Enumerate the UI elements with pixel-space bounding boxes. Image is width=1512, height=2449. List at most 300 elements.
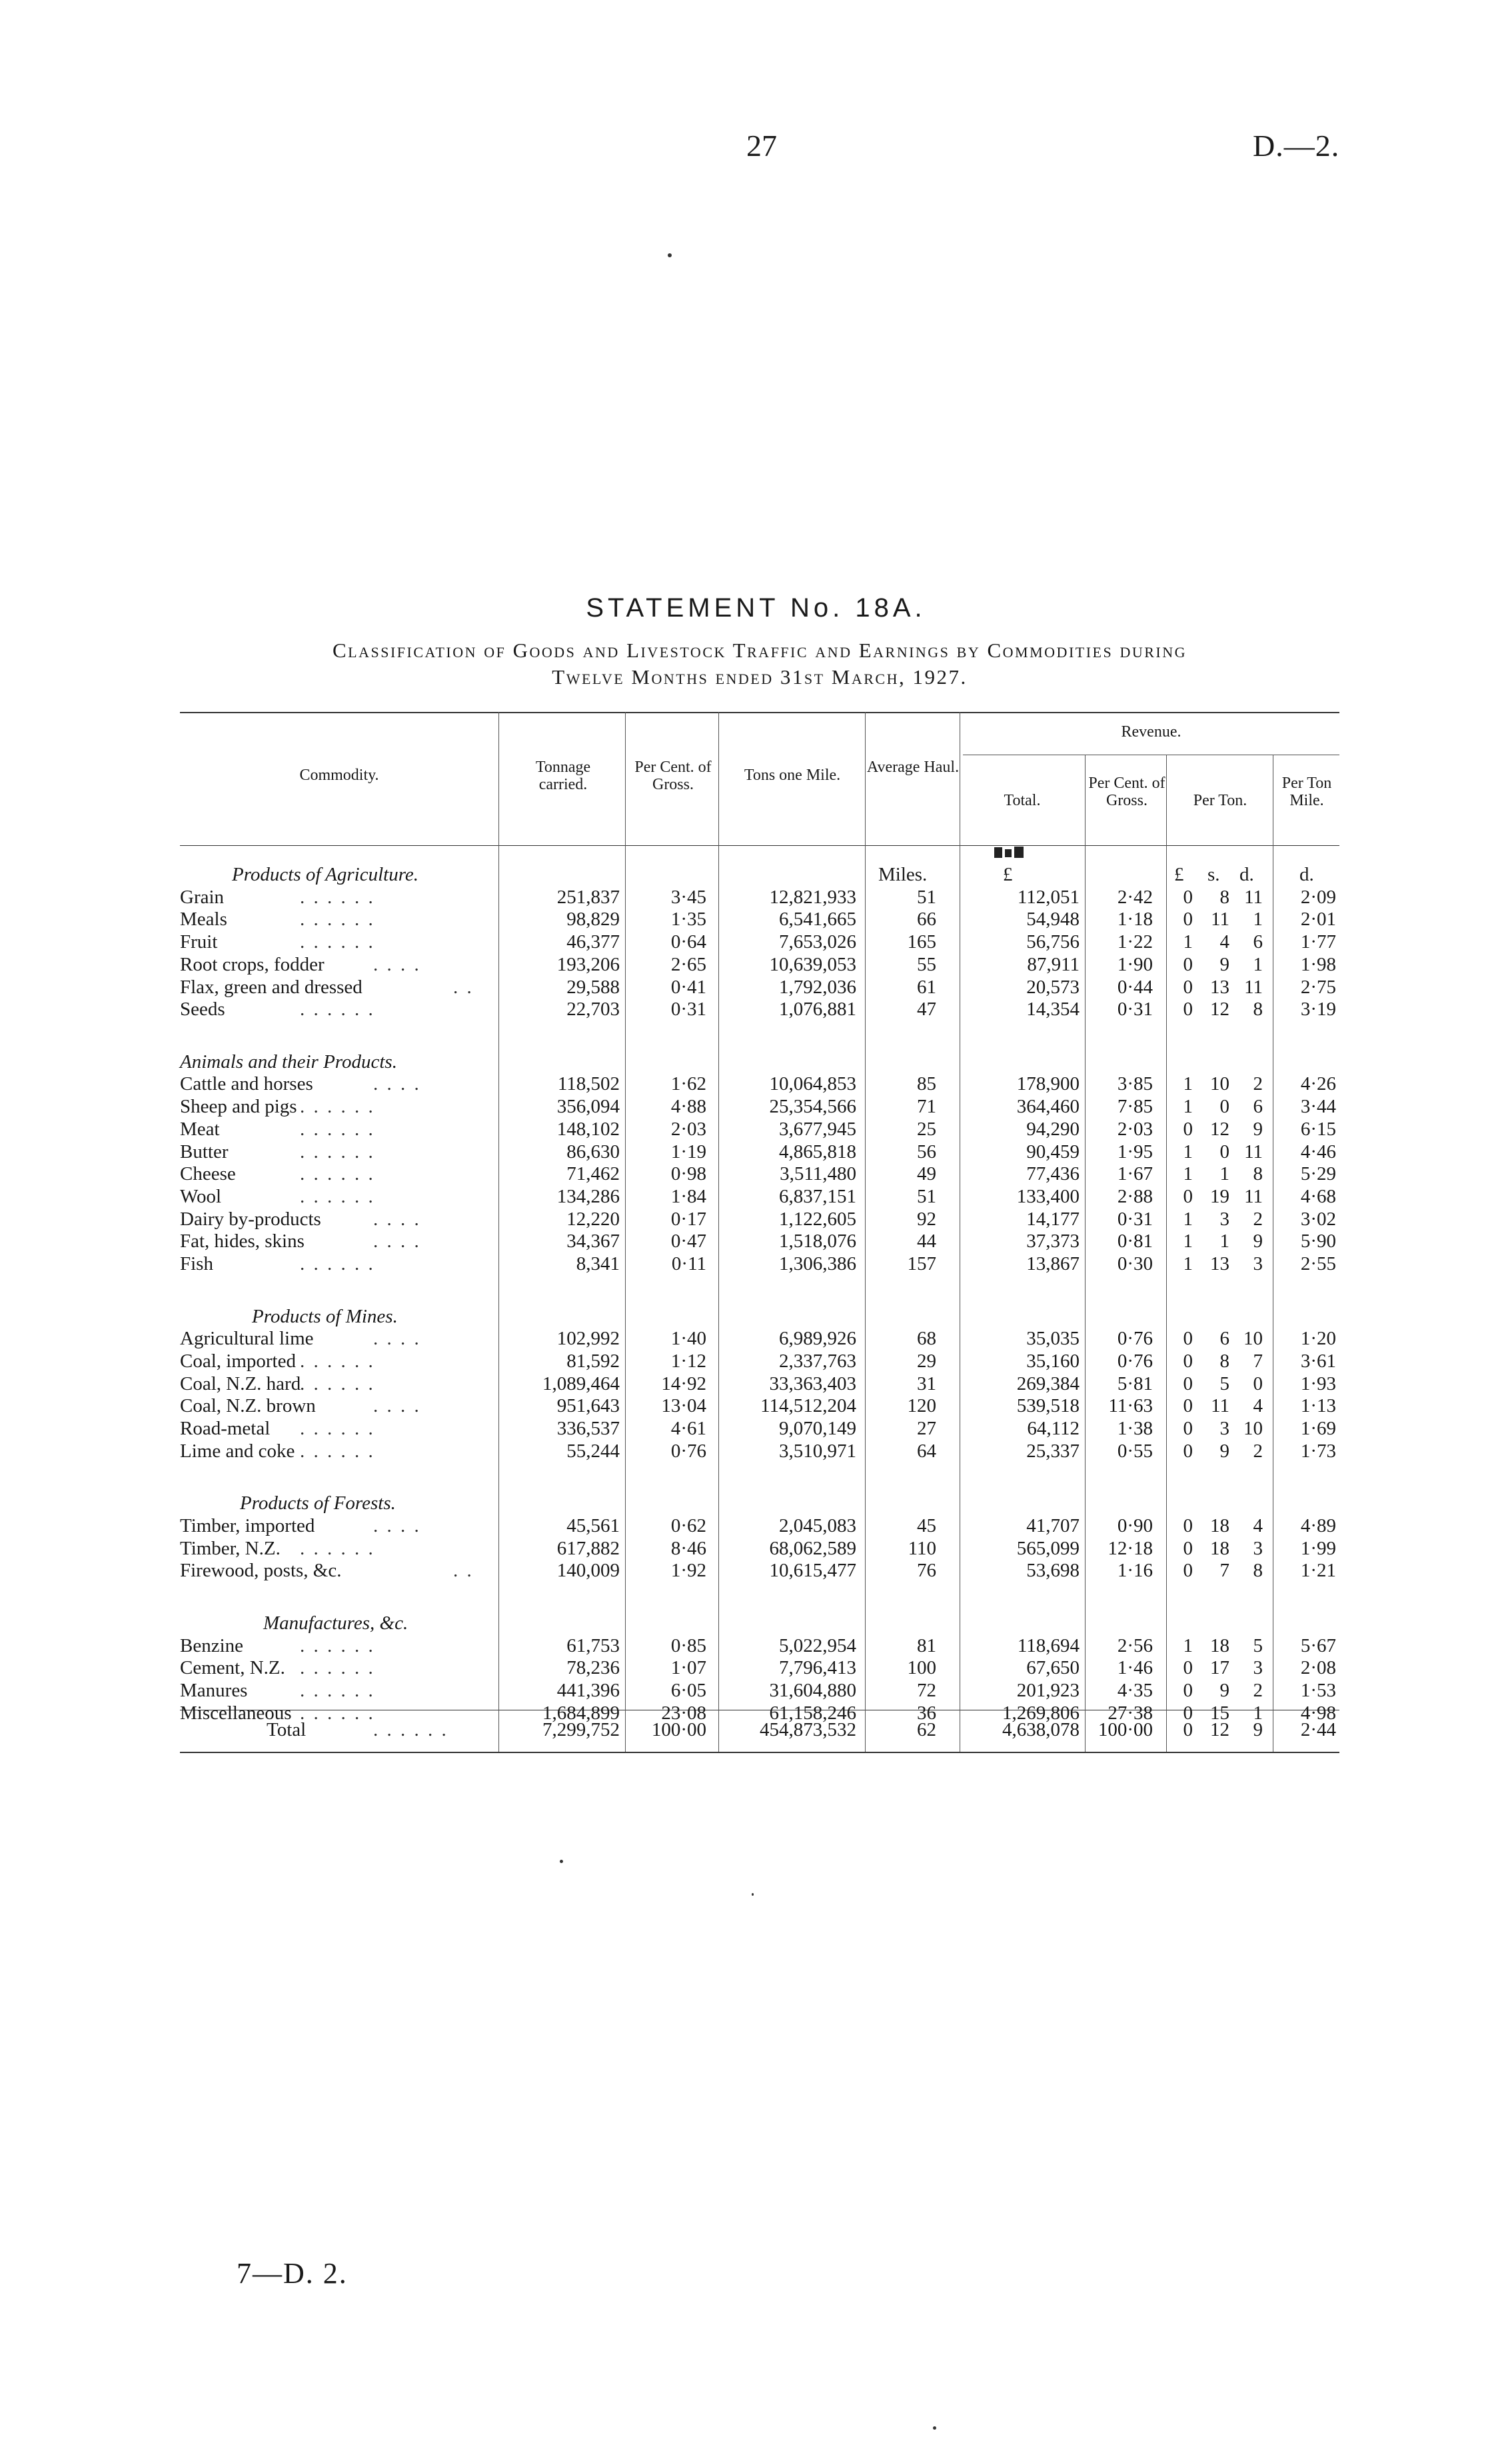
table-row [0, 1680, 1512, 1702]
cell-pounds: 0 [1183, 1350, 1193, 1372]
cell-revenue-total: 112,051 [1017, 886, 1080, 908]
cell-tons-one-mile: 25,354,566 [769, 1096, 856, 1118]
table-row [0, 931, 1512, 953]
cell-commodity: Butter [180, 1141, 229, 1163]
cell-commodity: Road-metal [180, 1418, 271, 1440]
cell-per-ton-mile: 2·08 [1300, 1657, 1336, 1679]
cell-revenue-total: 56,756 [1026, 931, 1080, 953]
cell-tons-one-mile: 2,337,763 [779, 1350, 856, 1372]
cell-revenue-percent: 0·31 [1117, 1208, 1153, 1230]
cell-shillings: 18 [1210, 1634, 1229, 1656]
cell-revenue-percent: 0·30 [1117, 1253, 1153, 1275]
cell-commodity: Agricultural lime [180, 1328, 314, 1350]
cell-per-ton-mile: 4·26 [1300, 1073, 1336, 1095]
total-cell-pence: 9 [1253, 1719, 1263, 1740]
cell-revenue-percent: 1·22 [1117, 931, 1153, 953]
cell-pounds: 0 [1183, 1395, 1193, 1417]
table-row [0, 1186, 1512, 1208]
cell-percent-gross: 0·76 [670, 1440, 706, 1462]
cell-average-haul: 71 [917, 1096, 936, 1118]
cell-revenue-percent: 0·81 [1117, 1230, 1153, 1252]
cell-pounds: 0 [1183, 1185, 1193, 1207]
cell-per-ton-mile: 4·98 [1300, 1702, 1336, 1724]
header-tons-one-mile: Tons one Mile. [744, 767, 841, 784]
cell-tonnage: 134,286 [556, 1185, 620, 1207]
cell-per-ton-mile: 1·21 [1300, 1560, 1336, 1582]
cell-revenue-total: 87,911 [1027, 953, 1080, 975]
leader-dots: . . . . . . [300, 1657, 375, 1679]
cell-tons-one-mile: 3,677,945 [779, 1118, 856, 1140]
cell-commodity: Lime and coke [180, 1440, 295, 1462]
footer-code: 7—D. 2. [237, 2257, 348, 2290]
cell-per-ton-mile: 1·53 [1300, 1679, 1336, 1701]
cell-commodity: Dairy by-products [180, 1208, 321, 1230]
cell-per-ton-mile: 3·19 [1300, 999, 1336, 1021]
cell-revenue-percent: 2·42 [1117, 886, 1153, 908]
cell-tons-one-mile: 3,510,971 [779, 1440, 856, 1462]
cell-pence: 4 [1253, 1395, 1263, 1417]
cell-pounds: 1 [1183, 931, 1193, 953]
scan-speck [668, 253, 672, 257]
cell-average-haul: 76 [917, 1560, 936, 1582]
leader-dots: . . . . . . [300, 1253, 375, 1275]
cell-per-ton-mile: 2·75 [1300, 976, 1336, 998]
cell-revenue-percent: 27·38 [1108, 1702, 1153, 1724]
cell-percent-gross: 0·64 [670, 931, 706, 953]
cell-average-haul: 27 [917, 1418, 936, 1440]
table-row [0, 1163, 1512, 1185]
cell-pence: 8 [1253, 999, 1263, 1021]
cell-pounds: 0 [1183, 999, 1193, 1021]
table-row [0, 1515, 1512, 1537]
cell-pence: 3 [1253, 1657, 1263, 1679]
table-row [0, 954, 1512, 976]
cell-commodity: Grain [180, 886, 225, 908]
cell-percent-gross: 0·47 [670, 1230, 706, 1252]
cell-revenue-percent: 11·63 [1108, 1395, 1153, 1417]
cell-commodity: Coal, N.Z. hard [180, 1372, 301, 1394]
cell-tons-one-mile: 1,306,386 [779, 1253, 856, 1275]
cell-pence: 1 [1253, 1702, 1263, 1724]
cell-revenue-percent: 1·16 [1117, 1560, 1153, 1582]
cell-average-haul: 44 [917, 1230, 936, 1252]
cell-shillings: 9 [1219, 953, 1229, 975]
cell-commodity: Cattle and horses [180, 1073, 313, 1095]
table-row [0, 1096, 1512, 1118]
cell-revenue-percent: 5·81 [1117, 1372, 1153, 1394]
cell-revenue-total: 118,694 [1017, 1634, 1080, 1656]
cell-pence: 2 [1253, 1440, 1263, 1462]
cell-per-ton-mile: 1·99 [1300, 1537, 1336, 1559]
cell-per-ton-mile: 1·13 [1300, 1395, 1336, 1417]
leader-dots: . . . . [373, 1073, 421, 1095]
cell-tons-one-mile: 61,158,246 [769, 1702, 856, 1724]
cell-tonnage: 617,882 [556, 1537, 620, 1559]
cell-tons-one-mile: 1,122,605 [779, 1208, 856, 1230]
unit-pound-total: £ [1003, 864, 1013, 885]
leader-dots: . . . . . . [300, 1350, 375, 1372]
leader-dots: . . . . . . [300, 1096, 375, 1118]
cell-revenue-percent: 1·67 [1117, 1163, 1153, 1185]
cell-percent-gross: 0·62 [670, 1514, 706, 1536]
table-row [0, 1230, 1512, 1252]
cell-tonnage: 1,684,899 [542, 1702, 620, 1724]
cell-tons-one-mile: 4,865,818 [779, 1141, 856, 1163]
cell-percent-gross: 1·35 [670, 909, 706, 931]
total-row [0, 1719, 1512, 1741]
cell-pence: 8 [1253, 1163, 1263, 1185]
cell-commodity: Miscellaneous [180, 1702, 292, 1724]
cell-percent-gross: 23·08 [661, 1702, 706, 1724]
statement-subtitle [180, 637, 1339, 691]
cell-tonnage: 86,630 [566, 1141, 620, 1163]
cell-pence: 11 [1244, 1185, 1263, 1207]
cell-pounds: 0 [1183, 1702, 1193, 1724]
cell-pence: 1 [1253, 953, 1263, 975]
cell-tonnage: 12,220 [566, 1208, 620, 1230]
table-row [0, 1560, 1512, 1582]
leader-dots: . . . . . . [300, 1634, 375, 1656]
table-top-rule [180, 712, 1339, 713]
cell-revenue-total: 14,177 [1026, 1208, 1080, 1230]
table-row [0, 999, 1512, 1021]
cell-pounds: 1 [1183, 1163, 1193, 1185]
cell-pence: 6 [1253, 1096, 1263, 1118]
cell-pence: 0 [1253, 1372, 1263, 1394]
cell-per-ton-mile: 2·55 [1300, 1253, 1336, 1275]
cell-revenue-total: 54,948 [1026, 909, 1080, 931]
cell-pounds: 0 [1183, 1372, 1193, 1394]
cell-average-haul: 25 [917, 1118, 936, 1140]
subtitle-line-1: Classification of Goods and Livestock Traffic and Earnings by Commodities during [332, 639, 1187, 662]
section-title: Products of Mines. [252, 1305, 398, 1327]
cell-tonnage: 356,094 [556, 1096, 620, 1118]
cell-per-ton-mile: 6·15 [1300, 1118, 1336, 1140]
cell-average-haul: 72 [917, 1679, 936, 1701]
cell-tons-one-mile: 10,064,853 [769, 1073, 856, 1095]
cell-pence: 4 [1253, 1514, 1263, 1536]
cell-revenue-total: 35,035 [1026, 1328, 1080, 1350]
cell-average-haul: 45 [917, 1514, 936, 1536]
cell-per-ton-mile: 2·01 [1300, 909, 1336, 931]
cell-shillings: 3 [1219, 1208, 1229, 1230]
cell-tonnage: 46,377 [566, 931, 620, 953]
table-row [0, 977, 1512, 999]
cell-revenue-total: 1,269,806 [1002, 1702, 1080, 1724]
total-cell-percent-gross: 100·00 [651, 1719, 706, 1740]
cell-revenue-total: 20,573 [1026, 976, 1080, 998]
cell-tons-one-mile: 10,639,053 [769, 953, 856, 975]
cell-average-haul: 47 [917, 999, 936, 1021]
cell-average-haul: 29 [917, 1350, 936, 1372]
cell-commodity: Fat, hides, skins [180, 1230, 305, 1252]
cell-average-haul: 61 [917, 976, 936, 998]
cell-average-haul: 66 [917, 909, 936, 931]
cell-pounds: 1 [1183, 1096, 1193, 1118]
header-tonnage: Tonnage carried. [535, 759, 591, 793]
cell-percent-gross: 4·61 [670, 1418, 706, 1440]
cell-commodity: Cheese [180, 1163, 236, 1185]
cell-tonnage: 951,643 [556, 1395, 620, 1417]
cell-percent-gross: 1·40 [670, 1328, 706, 1350]
table-row [0, 1209, 1512, 1230]
cell-shillings: 9 [1219, 1440, 1229, 1462]
cell-percent-gross: 0·17 [670, 1208, 706, 1230]
cell-percent-gross: 1·12 [670, 1350, 706, 1372]
cell-pence: 9 [1253, 1230, 1263, 1252]
header-per-ton-mile: Per Ton Mile. [1281, 775, 1332, 809]
cell-commodity: Coal, imported [180, 1350, 296, 1372]
cell-tonnage: 118,502 [557, 1073, 620, 1095]
cell-tonnage: 193,206 [556, 953, 620, 975]
cell-revenue-total: 37,373 [1026, 1230, 1080, 1252]
cell-pounds: 0 [1183, 1537, 1193, 1559]
header-per-ton: Per Ton. [1193, 792, 1247, 809]
cell-tons-one-mile: 7,796,413 [779, 1657, 856, 1679]
cell-revenue-percent: 0·55 [1117, 1440, 1153, 1462]
cell-per-ton-mile: 1·73 [1300, 1440, 1336, 1462]
cell-commodity: Timber, N.Z. [180, 1537, 281, 1559]
table-row [0, 1538, 1512, 1560]
cell-revenue-total: 25,337 [1026, 1440, 1080, 1462]
cell-revenue-total: 14,354 [1026, 999, 1080, 1021]
cell-tons-one-mile: 68,062,589 [769, 1537, 856, 1559]
cell-tons-one-mile: 6,541,665 [779, 909, 856, 931]
cell-tonnage: 251,837 [556, 886, 620, 908]
cell-revenue-total: 67,650 [1026, 1657, 1080, 1679]
total-cell-shillings: 12 [1210, 1719, 1229, 1740]
statement-title: STATEMENT No. 18A. [586, 593, 926, 623]
cell-tonnage: 98,829 [566, 909, 620, 931]
cell-shillings: 19 [1210, 1185, 1229, 1207]
unit-pence: d. [1239, 864, 1254, 885]
leader-dots: . . . . . . [373, 1719, 448, 1740]
cell-average-haul: 165 [907, 931, 936, 953]
leader-dots: . . . . [373, 1328, 421, 1350]
cell-commodity: Coal, N.Z. brown [180, 1395, 316, 1417]
header-bottom-rule [180, 845, 1339, 846]
cell-pence: 9 [1253, 1118, 1263, 1140]
table-row [0, 1440, 1512, 1462]
cell-tonnage: 29,588 [566, 976, 620, 998]
cell-commodity: Seeds [180, 999, 225, 1021]
cell-per-ton-mile: 1·77 [1300, 931, 1336, 953]
cell-shillings: 18 [1210, 1514, 1229, 1536]
total-cell-per-ton-mile: 2·44 [1300, 1719, 1336, 1740]
cell-pounds: 1 [1183, 1141, 1193, 1163]
cell-tons-one-mile: 12,821,933 [769, 886, 856, 908]
cell-tons-one-mile: 114,512,204 [760, 1395, 856, 1417]
cell-tons-one-mile: 31,604,880 [769, 1679, 856, 1701]
leader-dots: . . . . [373, 1230, 421, 1252]
cell-pence: 11 [1244, 886, 1263, 908]
document-code: D.—2. [1253, 129, 1340, 163]
cell-shillings: 3 [1219, 1418, 1229, 1440]
cell-commodity: Benzine [180, 1634, 244, 1656]
cell-tonnage: 8,341 [576, 1253, 620, 1275]
cell-tons-one-mile: 1,518,076 [779, 1230, 856, 1252]
cell-pence: 2 [1253, 1679, 1263, 1701]
cell-percent-gross: 4·88 [670, 1096, 706, 1118]
cell-pence: 7 [1253, 1350, 1263, 1372]
leader-dots: . . . . [373, 953, 421, 975]
header-percent-gross: Per Cent. of Gross. [634, 759, 712, 793]
cell-tons-one-mile: 9,070,149 [779, 1418, 856, 1440]
cell-revenue-percent: 0·90 [1117, 1514, 1153, 1536]
cell-per-ton-mile: 3·02 [1300, 1208, 1336, 1230]
cell-average-haul: 100 [907, 1657, 936, 1679]
cell-tonnage: 71,462 [566, 1163, 620, 1185]
page-number: 27 [746, 129, 777, 163]
cell-pence: 10 [1243, 1328, 1263, 1350]
leader-dots: . . . . [373, 1208, 421, 1230]
cell-pounds: 0 [1183, 886, 1193, 908]
header-commodity: Commodity. [299, 767, 379, 784]
scan-speck [560, 1860, 563, 1863]
cell-pence: 5 [1253, 1634, 1263, 1656]
cell-revenue-percent: 0·31 [1117, 999, 1153, 1021]
table-bottom-rule [180, 1752, 1339, 1753]
cell-shillings: 13 [1210, 1253, 1229, 1275]
cell-per-ton-mile: 2·09 [1300, 886, 1336, 908]
cell-tonnage: 336,537 [556, 1418, 620, 1440]
cell-tonnage: 45,561 [566, 1514, 620, 1536]
cell-tons-one-mile: 5,022,954 [779, 1634, 856, 1656]
cell-commodity: Fish [180, 1253, 213, 1275]
cell-shillings: 11 [1211, 1395, 1229, 1417]
cell-shillings: 10 [1210, 1073, 1229, 1095]
table-row [0, 1119, 1512, 1141]
cell-tonnage: 78,236 [566, 1657, 620, 1679]
cell-pounds: 0 [1183, 1418, 1193, 1440]
cell-pounds: 1 [1183, 1634, 1193, 1656]
cell-pounds: 0 [1183, 1514, 1193, 1536]
subtitle-line-2: Twelve Months ended 31st March, 1927. [552, 665, 968, 689]
total-cell-average-haul: 62 [917, 1719, 936, 1740]
leader-dots: . . . . . . [300, 1163, 375, 1185]
cell-average-haul: 36 [917, 1702, 936, 1724]
cell-commodity: Meat [180, 1118, 220, 1140]
cell-pence: 6 [1253, 931, 1263, 953]
cell-pounds: 1 [1183, 1073, 1193, 1095]
cell-percent-gross: 0·41 [670, 976, 706, 998]
cell-revenue-percent: 0·44 [1117, 976, 1153, 998]
leader-dots: . . . . . . [300, 1679, 375, 1701]
leader-dots: . . . . . . [300, 1372, 375, 1394]
leader-dots: . . . . . . [300, 1118, 375, 1140]
cell-average-haul: 51 [917, 1185, 936, 1207]
cell-shillings: 5 [1219, 1372, 1229, 1394]
cell-shillings: 11 [1211, 909, 1229, 931]
table-row [0, 1373, 1512, 1395]
cell-revenue-percent: 0·76 [1117, 1328, 1153, 1350]
cell-revenue-percent: 2·56 [1117, 1634, 1153, 1656]
cell-tonnage: 1,089,464 [542, 1372, 620, 1394]
cell-percent-gross: 1·62 [670, 1073, 706, 1095]
cell-percent-gross: 0·98 [670, 1163, 706, 1185]
leader-dots: . . [453, 976, 474, 998]
cell-average-haul: 92 [917, 1208, 936, 1230]
cell-percent-gross: 0·31 [670, 999, 706, 1021]
cell-tonnage: 441,396 [556, 1679, 620, 1701]
cell-revenue-percent: 0·76 [1117, 1350, 1153, 1372]
cell-percent-gross: 1·84 [670, 1185, 706, 1207]
cell-revenue-total: 64,112 [1027, 1418, 1080, 1440]
header-average-haul: Average Haul. [866, 759, 960, 776]
cell-pounds: 0 [1183, 1118, 1193, 1140]
cell-revenue-total: 539,518 [1016, 1395, 1080, 1417]
cell-average-haul: 81 [917, 1634, 936, 1656]
cell-commodity: Sheep and pigs [180, 1096, 297, 1118]
cell-revenue-percent: 1·18 [1117, 909, 1153, 931]
cell-percent-gross: 2·65 [670, 953, 706, 975]
cell-pence: 1 [1253, 909, 1263, 931]
cell-pence: 8 [1253, 1560, 1263, 1582]
cell-revenue-percent: 1·95 [1117, 1141, 1153, 1163]
total-cell-tonnage: 7,299,752 [542, 1719, 620, 1740]
scan-speck [933, 2426, 936, 2430]
cell-pounds: 0 [1183, 976, 1193, 998]
unit-pounds: £ [1174, 864, 1184, 885]
leader-dots: . . . . [373, 1514, 421, 1536]
cell-revenue-percent: 1·38 [1117, 1418, 1153, 1440]
table-row [0, 1418, 1512, 1440]
cell-average-haul: 56 [917, 1141, 936, 1163]
cell-average-haul: 157 [907, 1253, 936, 1275]
cell-revenue-total: 13,867 [1026, 1253, 1080, 1275]
table-row [0, 1253, 1512, 1275]
cell-pounds: 0 [1183, 909, 1193, 931]
cell-shillings: 8 [1219, 1350, 1229, 1372]
table-row [0, 909, 1512, 931]
cell-revenue-total: 565,099 [1016, 1537, 1080, 1559]
cell-average-haul: 31 [917, 1372, 936, 1394]
cell-pounds: 1 [1183, 1230, 1193, 1252]
cell-percent-gross: 1·92 [670, 1560, 706, 1582]
cell-shillings: 17 [1210, 1657, 1229, 1679]
cell-percent-gross: 1·19 [670, 1141, 706, 1163]
total-cell-tons-one-mile: 454,873,532 [760, 1719, 856, 1740]
cell-per-ton-mile: 5·29 [1300, 1163, 1336, 1185]
cell-tons-one-mile: 6,989,926 [779, 1328, 856, 1350]
cell-revenue-total: 133,400 [1016, 1185, 1080, 1207]
cell-shillings: 1 [1219, 1230, 1229, 1252]
cell-revenue-percent: 2·88 [1117, 1185, 1153, 1207]
cell-revenue-total: 269,384 [1016, 1372, 1080, 1394]
cell-per-ton-mile: 4·46 [1300, 1141, 1336, 1163]
cell-pounds: 0 [1183, 1560, 1193, 1582]
cell-tonnage: 34,367 [566, 1230, 620, 1252]
cell-pence: 2 [1253, 1073, 1263, 1095]
cell-shillings: 12 [1210, 999, 1229, 1021]
cell-revenue-total: 90,459 [1026, 1141, 1080, 1163]
cell-per-ton-mile: 5·90 [1300, 1230, 1336, 1252]
table-row [0, 1350, 1512, 1372]
cell-revenue-total: 94,290 [1026, 1118, 1080, 1140]
leader-dots: . . . . . . [300, 1440, 375, 1462]
cell-commodity: Manures [180, 1679, 248, 1701]
cell-average-haul: 64 [917, 1440, 936, 1462]
header-revenue: Revenue. [1121, 723, 1181, 741]
leader-dots: . . . . . . [300, 999, 375, 1021]
cell-shillings: 18 [1210, 1537, 1229, 1559]
cell-tons-one-mile: 3,511,480 [780, 1163, 856, 1185]
cell-pence: 3 [1253, 1537, 1263, 1559]
cell-percent-gross: 0·85 [670, 1634, 706, 1656]
header-revenue-percent: Per Cent. of Gross. [1088, 775, 1165, 809]
cell-per-ton-mile: 3·44 [1300, 1096, 1336, 1118]
leader-dots: . . . . . . [300, 931, 375, 953]
